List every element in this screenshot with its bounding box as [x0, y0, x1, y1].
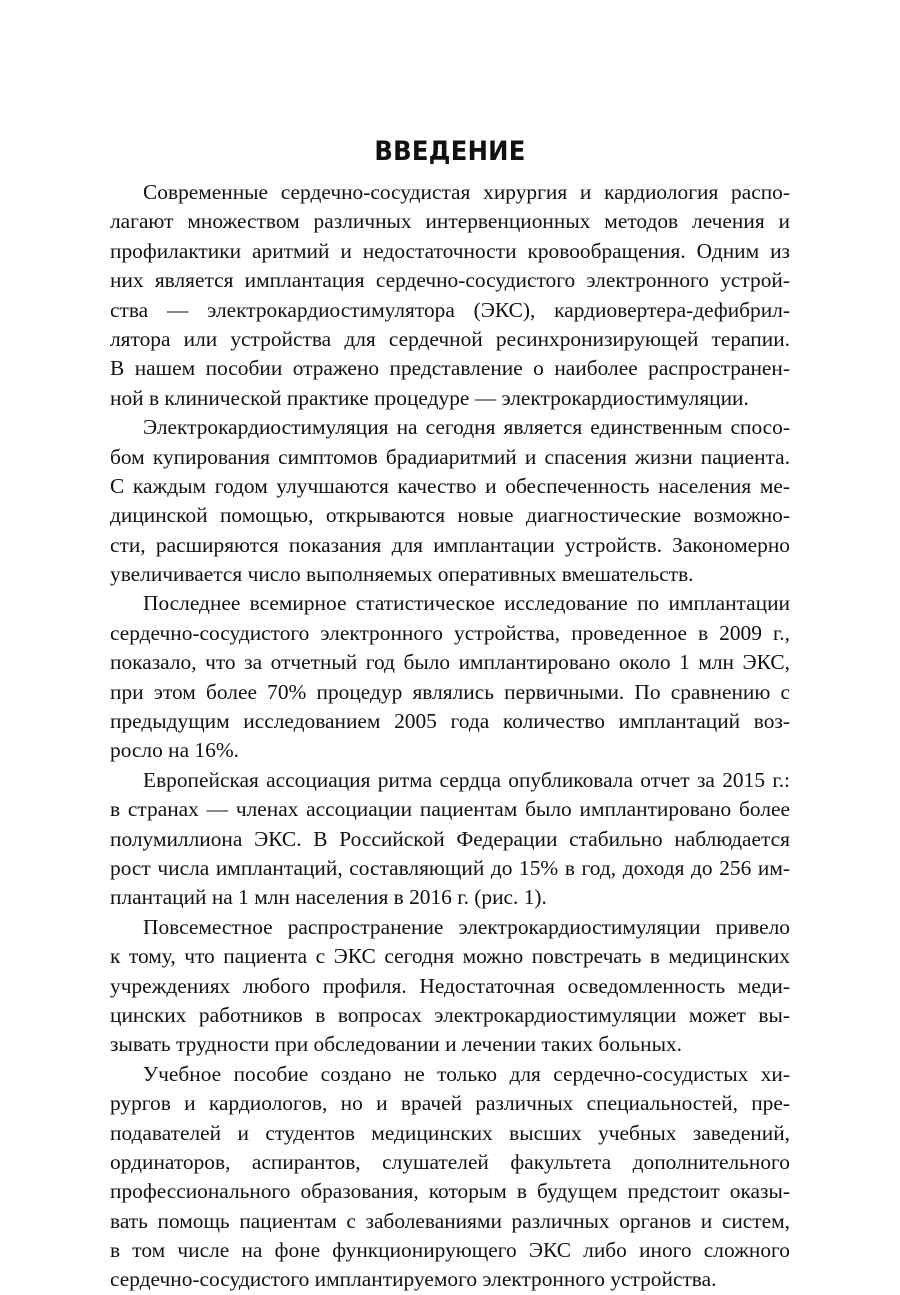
paragraph-2	[110, 413, 790, 589]
text-line: Последнее всемирное статистическое исследование по имплантации	[143, 591, 790, 616]
text-line: росло на 16%.	[110, 738, 239, 763]
text-line: профилактики аритмий и недостаточности кровообращения. Одним из	[110, 238, 790, 263]
text-line: учреждениях любого профиля. Недостаточная осведомленность меди-	[110, 973, 790, 998]
text-line: ной в клинической практике процедуре — электрокардиостимуляции.	[110, 385, 749, 410]
text-line: предыдущим исследованием 2005 года количество имплантаций воз-	[110, 709, 790, 734]
paragraph-5	[110, 913, 790, 1060]
text-line: Повсеместное распространение электрокардиостимуляции привело	[143, 914, 790, 939]
text-line: лагают множеством различных интервенционных методов лечения и	[110, 209, 790, 234]
text-line: рост числа имплантаций, составляющий до 15% в год, доходя до 256 им-	[110, 855, 790, 880]
body-text	[110, 178, 790, 1295]
text-line: полумиллиона ЭКС. В Российской Федерации стабильно наблюдается	[110, 826, 790, 851]
text-line: С каждым годом улучшаются качество и обеспеченность населения ме-	[110, 473, 790, 498]
text-line: в странах — членах ассоциации пациентам было имплантировано более	[110, 797, 790, 822]
text-line: Учебное пособие создано не только для сердечно-сосудистых хи-	[143, 1061, 790, 1086]
text-line: В нашем пособии отражено представление о наиболее распространен-	[110, 356, 790, 381]
text-line: сердечно-сосудистого имплантируемого электронного устройства.	[110, 1267, 717, 1292]
paragraph-1	[110, 178, 790, 413]
text-line: Электрокардиостимуляция на сегодня является единственным спосо-	[143, 415, 790, 440]
text-line: Современные сердечно-сосудистая хирургия и кардиология распо-	[143, 180, 790, 204]
text-line: увеличивается число выполняемых оперативных вмешательств.	[110, 562, 694, 587]
text-line: них является имплантация сердечно-сосудистого электронного устрой-	[110, 268, 790, 293]
text-line: при этом более 70% процедур являлись первичными. По сравнению с	[110, 679, 790, 704]
text-line: к тому, что пациента с ЭКС сегодня можно повстречать в медицинских	[110, 944, 790, 969]
text-line: профессионального образования, которым в будущем предстоит оказы-	[110, 1179, 790, 1204]
page-title: ВВЕДЕНИЕ	[374, 136, 526, 167]
text-line: показало, что за отчетный год было имплантировано около 1 млн ЭКС,	[110, 650, 790, 675]
text-line: рургов и кардиологов, но и врачей различных специальностей, пре-	[110, 1091, 790, 1116]
paragraph-6	[110, 1060, 790, 1295]
text-line: подавателей и студентов медицинских высших учебных заведений,	[110, 1120, 790, 1145]
text-line: плантаций на 1 млн населения в 2016 г. (рис. 1).	[110, 885, 547, 910]
paragraph-4	[110, 766, 790, 913]
text-line: сти, расширяются показания для имплантации устройств. Закономерно	[110, 532, 790, 557]
text-line: в том числе на фоне функционирующего ЭКС либо иного сложного	[110, 1238, 790, 1263]
text-line: вать помощь пациентам с заболеваниями различных органов и систем,	[110, 1208, 790, 1233]
text-line: сердечно-сосудистого электронного устройства, проведенное в 2009 г.,	[110, 620, 790, 645]
text-line: дицинской помощью, открываются новые диагностические возможно-	[110, 503, 790, 528]
text-line: лятора или устройства для сердечной ресинхронизирующей терапии.	[110, 326, 790, 351]
text-line: ства — электрокардиостимулятора (ЭКС), кардиовертера-дефибрил-	[110, 297, 790, 322]
paragraph-3	[110, 589, 790, 765]
text-line: бом купирования симптомов брадиаритмий и спасения жизни пациента.	[110, 444, 790, 469]
text-line: Европейская ассоциация ритма сердца опубликовала отчет за 2015 г.:	[143, 767, 790, 792]
text-line: цинских работников в вопросах электрокардиостимуляции может вы-	[110, 1002, 790, 1027]
text-line: ординаторов, аспирантов, слушателей факультета дополнительного	[110, 1149, 790, 1174]
text-line: зывать трудности при обследовании и лечении таких больных.	[110, 1032, 683, 1057]
